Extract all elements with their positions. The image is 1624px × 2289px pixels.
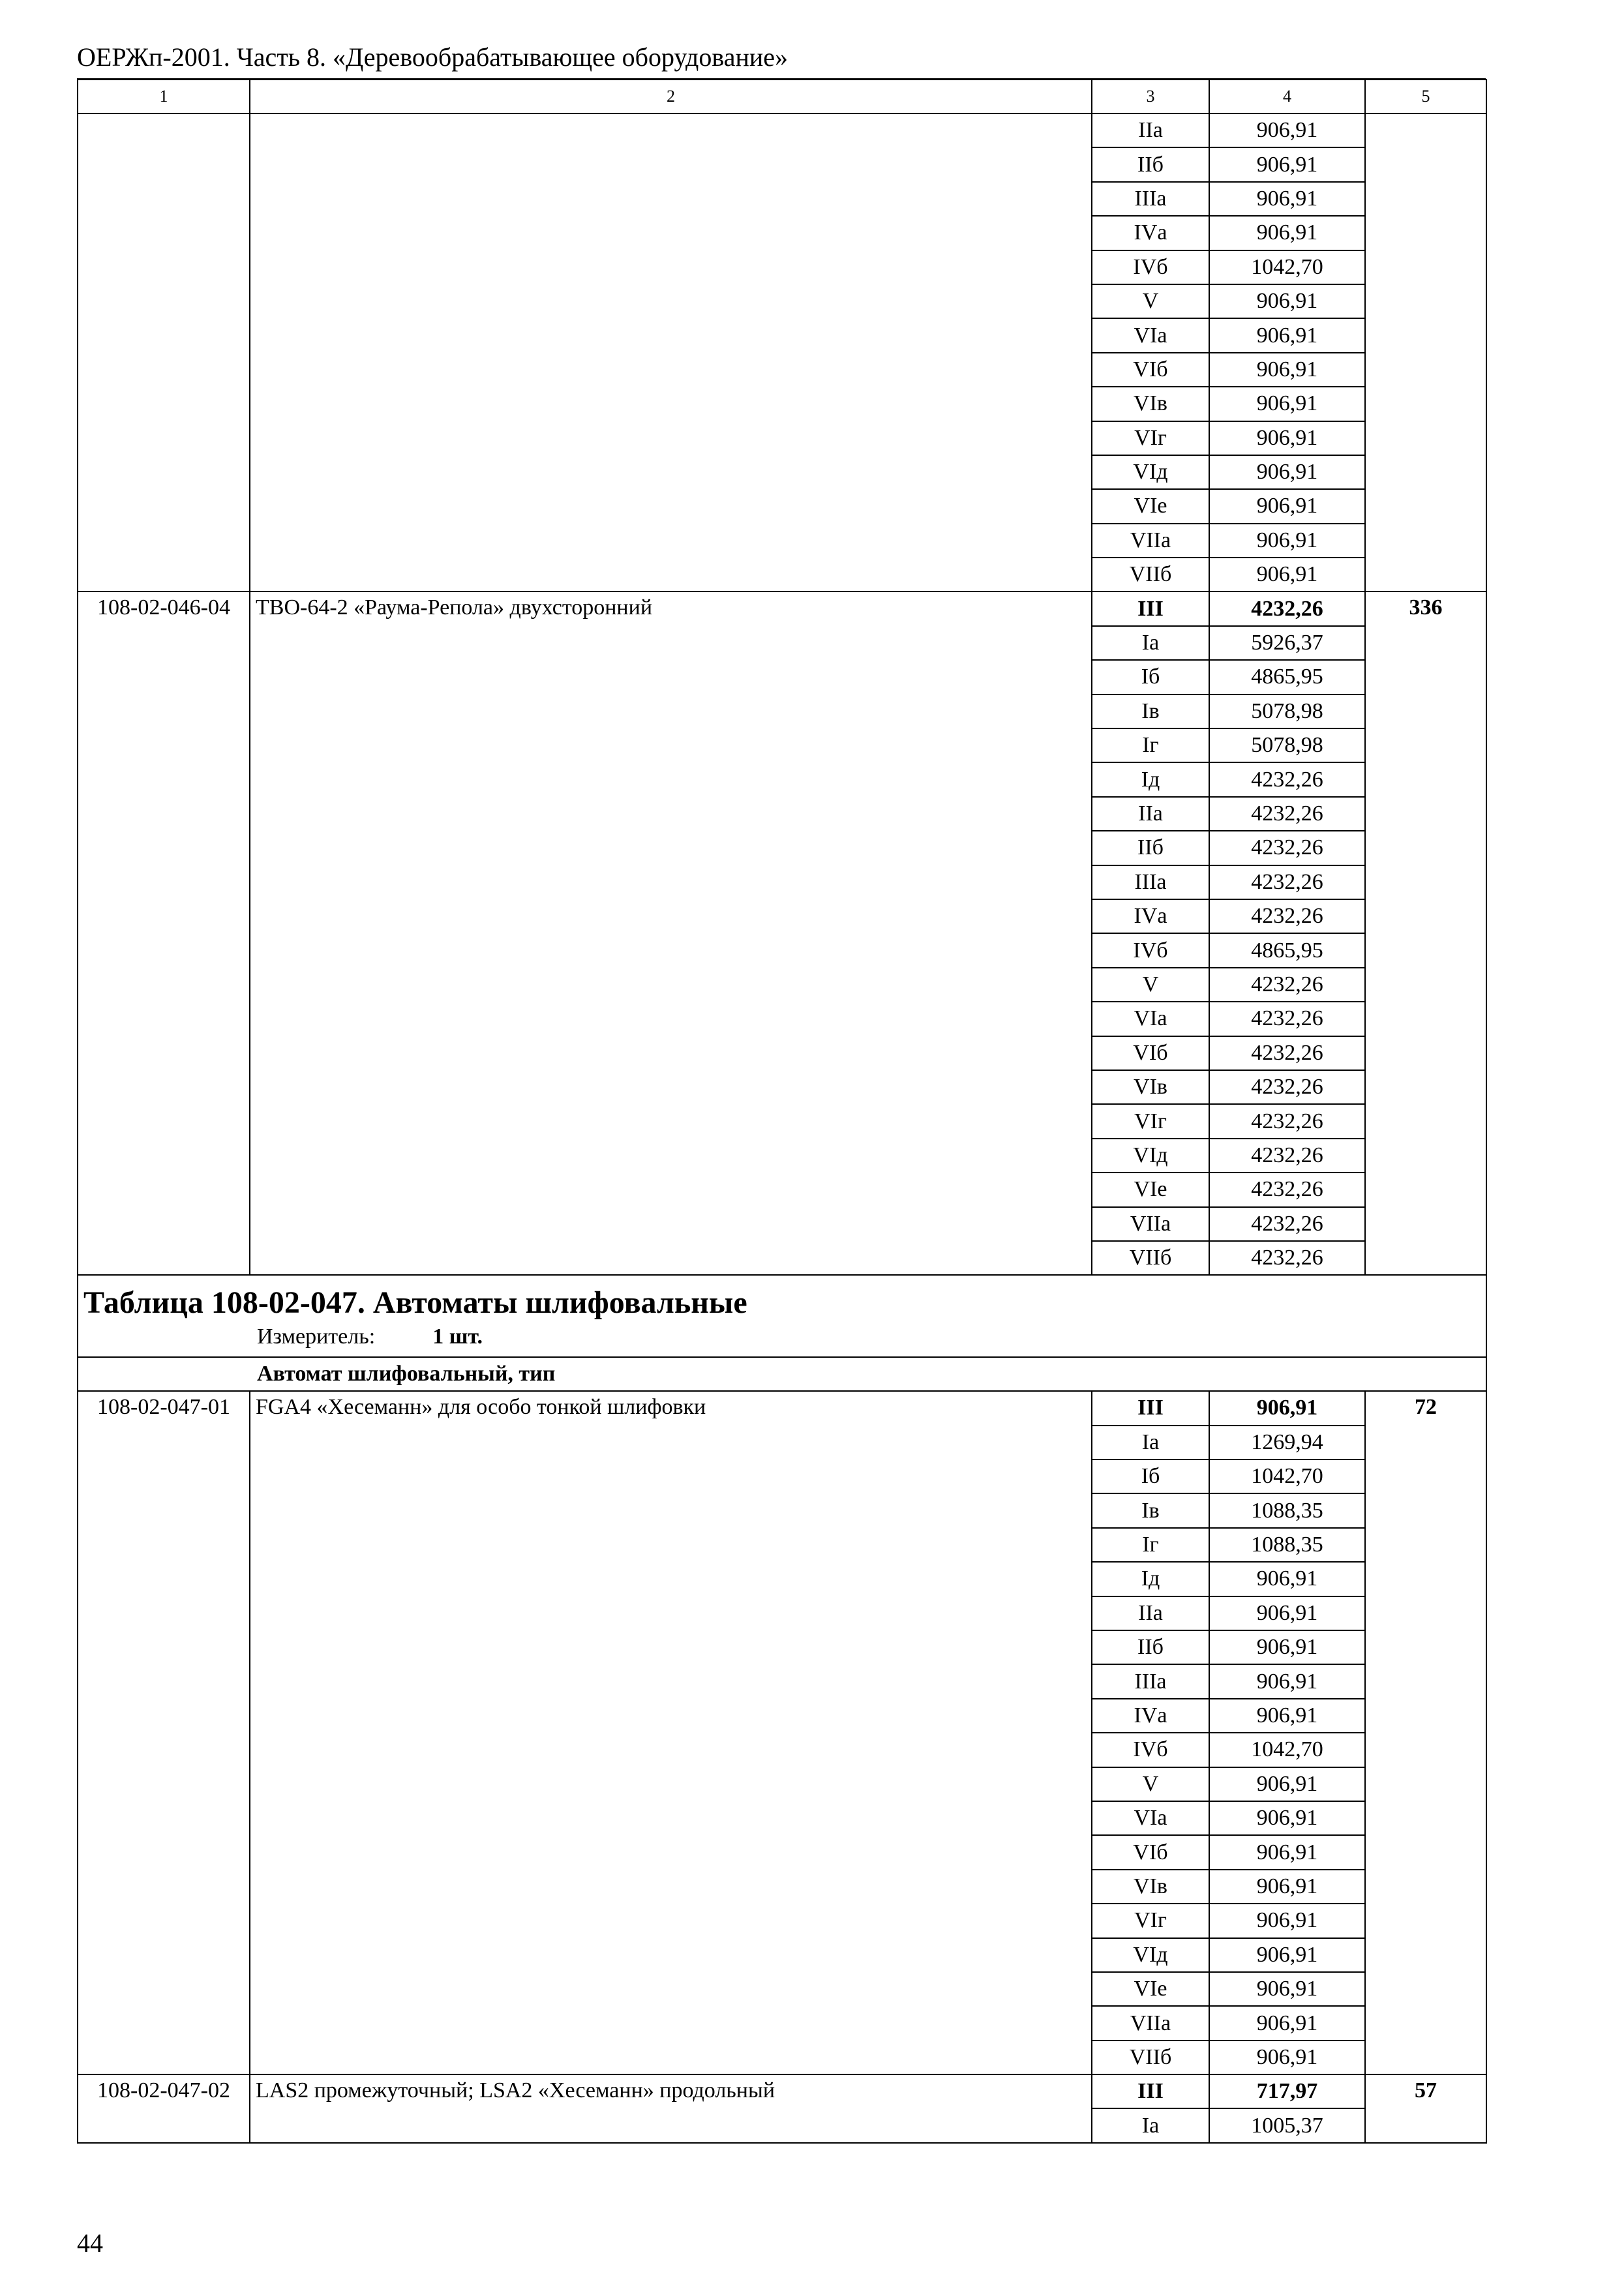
price-cell: 906,91 [1209, 1391, 1365, 1425]
zone-cell: IVб [1092, 250, 1209, 284]
price-cell: 906,91 [1209, 1664, 1365, 1698]
price-cell: 4232,26 [1209, 968, 1365, 1002]
zone-cell: VIе [1092, 1972, 1209, 2006]
price-cell: 906,91 [1209, 216, 1365, 250]
zone-cell: VIд [1092, 1938, 1209, 1972]
header-title: ОЕРЖп-2001. Часть 8. «Деревообрабатывающее оборудование» [77, 42, 789, 72]
price-cell: 4232,26 [1209, 1241, 1365, 1275]
price-cell: 4865,95 [1209, 933, 1365, 967]
labor-cell: 72 [1365, 1391, 1486, 2074]
zone-cell: IVа [1092, 1699, 1209, 1733]
table-title: Таблица 108-02-047. Автоматы шлифовальные [83, 1285, 747, 1321]
price-cell: 4232,26 [1209, 1002, 1365, 1036]
zone-cell: VIв [1092, 1870, 1209, 1904]
zone-cell: Iд [1092, 1562, 1209, 1596]
zone-cell: VIа [1092, 318, 1209, 352]
price-cell: 906,91 [1209, 489, 1365, 523]
zone-cell: IIа [1092, 1596, 1209, 1630]
item-name [250, 113, 1092, 591]
zone-cell: IIIа [1092, 182, 1209, 216]
price-cell: 906,91 [1209, 1938, 1365, 1972]
price-cell: 906,91 [1209, 1562, 1365, 1596]
zone-cell: Iг [1092, 1528, 1209, 1562]
price-cell: 4232,26 [1209, 831, 1365, 865]
column-number: 4 [1209, 80, 1365, 113]
price-cell: 4232,26 [1209, 1104, 1365, 1138]
zone-cell: IIб [1092, 1630, 1209, 1664]
column-number: 5 [1365, 80, 1486, 113]
zone-cell: Iа [1092, 2108, 1209, 2142]
item-name: FGA4 «Хесеманн» для особо тонкой шлифовки [250, 1391, 1092, 2074]
item-name: LAS2 промежуточный; LSA2 «Хесеманн» продольный [250, 2074, 1092, 2143]
price-cell: 5078,98 [1209, 728, 1365, 762]
zone-cell: IVа [1092, 899, 1209, 933]
price-cell: 906,91 [1209, 558, 1365, 591]
zone-cell: Iв [1092, 695, 1209, 728]
price-cell: 1269,94 [1209, 1426, 1365, 1459]
page-header [77, 38, 1486, 80]
zone-cell: VIг [1092, 1104, 1209, 1138]
zone-cell: VIа [1092, 1801, 1209, 1835]
zone-cell: Iб [1092, 660, 1209, 694]
price-cell: 1005,37 [1209, 2108, 1365, 2142]
price-cell: 906,91 [1209, 1596, 1365, 1630]
zone-cell: Iа [1092, 626, 1209, 660]
column-number: 1 [78, 80, 250, 113]
zone-cell: VIIа [1092, 1207, 1209, 1241]
price-cell: 4232,26 [1209, 1173, 1365, 1206]
price-cell: 906,91 [1209, 2041, 1365, 2074]
zone-cell: VIг [1092, 421, 1209, 455]
zone-cell: Iв [1092, 1493, 1209, 1527]
table-title-cell [78, 1275, 1486, 1357]
price-cell: 906,91 [1209, 1699, 1365, 1733]
zone-cell: VIIб [1092, 1241, 1209, 1275]
zone-cell: III [1092, 1391, 1209, 1425]
price-cell: 906,91 [1209, 1972, 1365, 2006]
zone-cell: VIе [1092, 489, 1209, 523]
subheading: Автомат шлифовальный, тип [78, 1357, 1486, 1391]
page-number: 44 [77, 2228, 103, 2258]
table-row [78, 591, 1486, 625]
zone-cell: IIа [1092, 797, 1209, 831]
price-cell: 906,91 [1209, 2006, 1365, 2040]
zone-cell: VIIб [1092, 558, 1209, 591]
price-cell: 906,91 [1209, 284, 1365, 318]
rates-table-body [78, 80, 1486, 2143]
zone-cell: V [1092, 1767, 1209, 1801]
zone-cell: IIIа [1092, 1664, 1209, 1698]
zone-cell: VIг [1092, 1904, 1209, 1937]
price-cell: 906,91 [1209, 1801, 1365, 1835]
zone-cell: IVа [1092, 216, 1209, 250]
zone-cell: VIIб [1092, 2041, 1209, 2074]
zone-cell: Iа [1092, 1426, 1209, 1459]
price-cell: 1088,35 [1209, 1528, 1365, 1562]
rates-table [77, 79, 1487, 2144]
price-cell: 906,91 [1209, 318, 1365, 352]
subheading-row [78, 1357, 1486, 1391]
price-cell: 4232,26 [1209, 1070, 1365, 1104]
zone-cell: V [1092, 968, 1209, 1002]
zone-cell: VIв [1092, 1070, 1209, 1104]
zone-cell: IIа [1092, 113, 1209, 147]
zone-cell: VIд [1092, 455, 1209, 489]
item-name: ТВО-64-2 «Раума-Репола» двухсторонний [250, 591, 1092, 1275]
zone-cell: IIб [1092, 147, 1209, 181]
price-cell: 4865,95 [1209, 660, 1365, 694]
zone-cell: VIб [1092, 1835, 1209, 1869]
price-cell: 906,91 [1209, 1870, 1365, 1904]
meter-line [257, 1323, 1481, 1351]
zone-cell: V [1092, 284, 1209, 318]
zone-cell: VIе [1092, 1173, 1209, 1206]
zone-cell: IIб [1092, 831, 1209, 865]
price-cell: 906,91 [1209, 455, 1365, 489]
price-cell: 717,97 [1209, 2074, 1365, 2108]
price-cell: 906,91 [1209, 147, 1365, 181]
zone-cell: VIв [1092, 387, 1209, 421]
zone-cell: VIб [1092, 353, 1209, 387]
zone-cell: VIб [1092, 1036, 1209, 1070]
table-title-row [78, 1275, 1486, 1357]
price-cell: 4232,26 [1209, 865, 1365, 899]
column-number-row [78, 80, 1486, 113]
price-cell: 4232,26 [1209, 591, 1365, 625]
price-cell: 4232,26 [1209, 899, 1365, 933]
price-cell: 5926,37 [1209, 626, 1365, 660]
price-cell: 4232,26 [1209, 1207, 1365, 1241]
price-cell: 4232,26 [1209, 797, 1365, 831]
price-cell: 906,91 [1209, 182, 1365, 216]
column-number: 3 [1092, 80, 1209, 113]
labor-cell: 57 [1365, 2074, 1486, 2143]
price-cell: 1042,70 [1209, 1459, 1365, 1493]
column-number: 2 [250, 80, 1092, 113]
price-cell: 4232,26 [1209, 762, 1365, 796]
item-code: 108-02-047-01 [78, 1391, 250, 2074]
zone-cell: III [1092, 591, 1209, 625]
zone-cell: IVб [1092, 1733, 1209, 1767]
price-cell: 1042,70 [1209, 1733, 1365, 1767]
zone-cell: VIIа [1092, 524, 1209, 558]
item-code: 108-02-047-02 [78, 2074, 250, 2143]
price-cell: 906,91 [1209, 1767, 1365, 1801]
zone-cell: IIIа [1092, 865, 1209, 899]
zone-cell: Iб [1092, 1459, 1209, 1493]
labor-cell: 336 [1365, 591, 1486, 1275]
price-cell: 906,91 [1209, 113, 1365, 147]
price-cell: 906,91 [1209, 1835, 1365, 1869]
price-cell: 906,91 [1209, 1904, 1365, 1937]
zone-cell: IVб [1092, 933, 1209, 967]
table-row [78, 2074, 1486, 2108]
zone-cell: VIд [1092, 1139, 1209, 1173]
price-cell: 906,91 [1209, 1630, 1365, 1664]
price-cell: 906,91 [1209, 353, 1365, 387]
zone-cell: III [1092, 2074, 1209, 2108]
price-cell: 906,91 [1209, 524, 1365, 558]
meter-value: 1 шт. [432, 1324, 483, 1349]
price-cell: 906,91 [1209, 421, 1365, 455]
zone-cell: VIа [1092, 1002, 1209, 1036]
zone-cell: Iг [1092, 728, 1209, 762]
item-code: 108-02-046-04 [78, 591, 250, 1275]
zone-cell: VIIа [1092, 2006, 1209, 2040]
price-cell: 1088,35 [1209, 1493, 1365, 1527]
price-cell: 5078,98 [1209, 695, 1365, 728]
meter-label: Измеритель: [257, 1324, 376, 1349]
table-row [78, 113, 1486, 147]
price-cell: 906,91 [1209, 387, 1365, 421]
table-row [78, 1391, 1486, 1425]
price-cell: 4232,26 [1209, 1036, 1365, 1070]
zone-cell: Iд [1092, 762, 1209, 796]
price-cell: 1042,70 [1209, 250, 1365, 284]
item-code [78, 113, 250, 591]
price-cell: 4232,26 [1209, 1139, 1365, 1173]
labor-cell [1365, 113, 1486, 591]
